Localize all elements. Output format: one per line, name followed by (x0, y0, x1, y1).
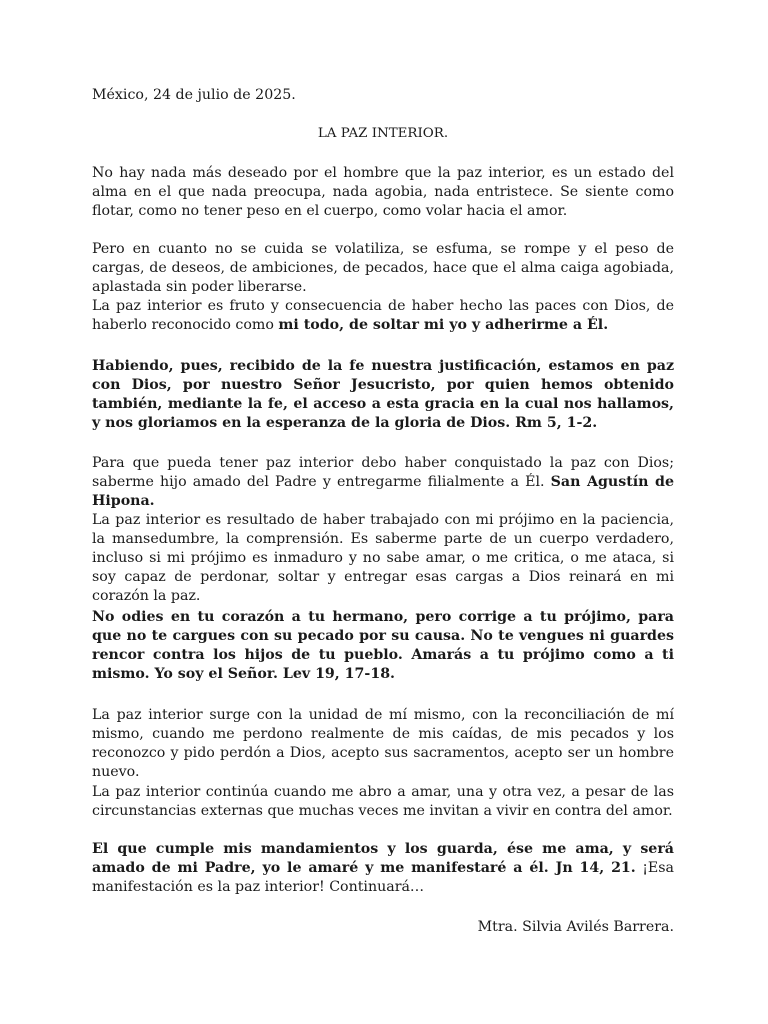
paragraph-5 (92, 511, 674, 606)
paragraph-2b (92, 297, 674, 335)
paragraph-1-text: No hay nada más deseado por el hombre que la paz interior, es un estado del alma en el que nada preocupa, nada agobia, nada entristece. Se siente como flotar, como no tener peso en el cuerpo, como volar hacia el amor. (92, 165, 674, 219)
paragraph-2b-text: La paz interior es fruto y consecuencia de haber hecho las paces con Dios, de haberlo reconocido como (92, 298, 674, 333)
john-quote: El que cumple mis mandamientos y los guarda, ése me ama, y será amado de mi Padre, yo le amaré y me manifestaré a él. Jn 14, 21. (92, 841, 674, 876)
paragraph-4-text: Para que pueda tener paz interior debo haber conquistado la paz con Dios; saberme hijo amado del Padre y entregarme filialmente a Él. (92, 455, 674, 490)
paragraph-2 (92, 240, 674, 335)
paragraph-4 (92, 454, 674, 511)
paragraph-8 (92, 783, 674, 821)
document-date: México, 24 de julio de 2025. (92, 87, 296, 103)
paragraph-2b-bold-text: mi todo, de soltar mi yo y adherirme a Él. (278, 317, 609, 333)
document-title: LA PAZ INTERIOR. (317, 126, 449, 141)
paragraph-1 (92, 164, 674, 221)
paragraph-9-text: ¡Esa manifestación es la paz interior! Continuará… (92, 860, 674, 895)
paragraph-9 (92, 840, 674, 897)
paragraph-8-text: La paz interior continúa cuando me abro a amar, una y otra vez, a pesar de las circunstancias externas que muchas veces me invitan a vivir en contra del amor. (92, 784, 674, 819)
augustine-attribution: San Agustín de Hipona. (92, 474, 674, 509)
leviticus-quote: No odies en tu corazón a tu hermano, pero corrige a tu prójimo, para que no te cargues con su pecado por su causa. No te vengues ni guardes rencor contra los hijos de tu pueblo. Amarás a tu prójimo como a ti mismo. Yo soy el Señor. Lev 19, 17-18. (92, 609, 674, 682)
romans-quote: Habiendo, pues, recibido de la fe nuestra justificación, estamos en paz con Dios, por nuestro Señor Jesucristo, por quien hemos obtenido también, mediante la fe, el acceso a esta gracia en la cual nos hallamos, y nos gloriamos en la esperanza de la gloria de Dios. Rm 5, 1-2. (92, 358, 674, 431)
paragraph-3-quote (92, 357, 674, 433)
paragraph-7-text: La paz interior surge con la unidad de mí mismo, con la reconciliación de mí mismo, cuando me perdono realmente de mis caídas, de mis pecados y los reconozco y pido perdón a Dios, acepto sus sacramentos, acepto ser un hombre nuevo. (92, 707, 674, 780)
paragraph-5-text: La paz interior es resultado de haber trabajado con mi prójimo en la paciencia, la mansedumbre, la comprensión. Es saberme parte de un cuerpo verdadero, incluso si mi prójimo es inmaduro y no sabe amar, o me critica, o me ataca, si soy capaz de perdonar, soltar y entregar esas cargas a Dios reinará en mi corazón la paz. (92, 512, 674, 604)
paragraph-7 (92, 706, 674, 782)
author-signature: Mtra. Silvia Avilés Barrera. (477, 919, 674, 935)
paragraph-2a-text: Pero en cuanto no se cuida se volatiliza, se esfuma, se rompe y el peso de cargas, de deseos, de ambiciones, de pecados, hace que el alma caiga agobiada, aplastada sin poder liberarse. (92, 241, 674, 295)
paragraph-6-quote (92, 608, 674, 684)
